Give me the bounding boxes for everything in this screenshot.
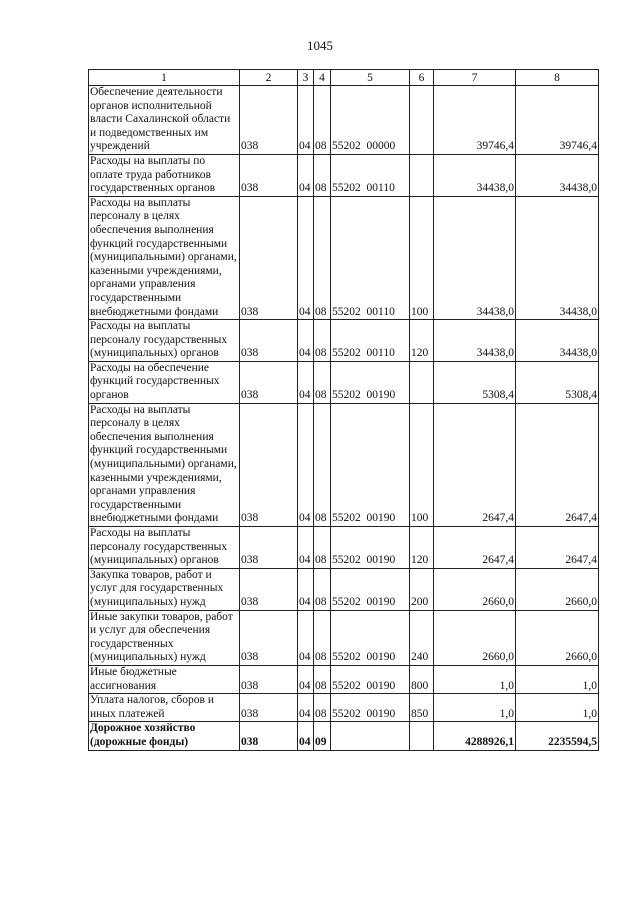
cell-col4: 08 xyxy=(314,568,331,610)
cell-col6 xyxy=(410,722,434,750)
cell-col8: 34438,0 xyxy=(516,196,599,319)
row-name: Расходы на обеспечение функций государственных органов xyxy=(89,361,240,403)
cell-col8: 39746,4 xyxy=(516,86,599,155)
table-row xyxy=(89,610,599,665)
cell-col8: 34438,0 xyxy=(516,320,599,362)
table-row xyxy=(89,361,599,403)
cell-col8: 5308,4 xyxy=(516,361,599,403)
cell-col7: 2647,4 xyxy=(434,527,516,569)
cell-col5: 55202 00190 xyxy=(331,361,410,403)
cell-col3: 04 xyxy=(298,403,314,526)
row-name: Обеспечение деятельности органов исполнительной власти Сахалинской области и подведомственных им учреждений xyxy=(89,86,240,155)
row-name: Расходы на выплаты персоналу государственных (муниципальных) органов xyxy=(89,320,240,362)
cell-col3: 04 xyxy=(298,610,314,665)
cell-col4: 08 xyxy=(314,154,331,196)
budget-table xyxy=(88,69,599,751)
cell-col4: 08 xyxy=(314,527,331,569)
row-name: Уплата налогов, сборов и иных платежей xyxy=(89,694,240,722)
row-name: Расходы на выплаты персоналу в целях обеспечения выполнения функций государственными (муниципальными) органами, казенными учреждениями, органами управления государственными внебюджетными фондами xyxy=(89,403,240,526)
table-row xyxy=(89,403,599,526)
col-header-3: 3 xyxy=(298,70,314,86)
table-row xyxy=(89,527,599,569)
cell-col6: 800 xyxy=(410,665,434,693)
cell-col3: 04 xyxy=(298,694,314,722)
cell-col8: 1,0 xyxy=(516,694,599,722)
cell-col4: 08 xyxy=(314,403,331,526)
cell-col3: 04 xyxy=(298,196,314,319)
table-row xyxy=(89,665,599,693)
cell-col6 xyxy=(410,86,434,155)
table-row-section-total xyxy=(89,722,599,750)
cell-col6: 100 xyxy=(410,403,434,526)
cell-col5: 55202 00110 xyxy=(331,320,410,362)
cell-col7: 5308,4 xyxy=(434,361,516,403)
page-number: 1045 xyxy=(307,38,333,53)
cell-col4: 08 xyxy=(314,196,331,319)
cell-col3: 04 xyxy=(298,568,314,610)
cell-col2: 038 xyxy=(240,154,298,196)
cell-col2: 038 xyxy=(240,527,298,569)
cell-col8: 34438,0 xyxy=(516,154,599,196)
col-header-8: 8 xyxy=(516,70,599,86)
col-header-4: 4 xyxy=(314,70,331,86)
cell-col7: 2647,4 xyxy=(434,403,516,526)
cell-col6 xyxy=(410,154,434,196)
cell-col5: 55202 00110 xyxy=(331,154,410,196)
cell-col5: 55202 00190 xyxy=(331,527,410,569)
cell-col2: 038 xyxy=(240,86,298,155)
col-header-5: 5 xyxy=(331,70,410,86)
row-name: Расходы на выплаты по оплате труда работников государственных органов xyxy=(89,154,240,196)
cell-col5 xyxy=(331,722,410,750)
cell-col6: 120 xyxy=(410,320,434,362)
cell-col5: 55202 00190 xyxy=(331,568,410,610)
cell-col3: 04 xyxy=(298,665,314,693)
cell-col4: 08 xyxy=(314,694,331,722)
cell-col6 xyxy=(410,361,434,403)
col-header-7: 7 xyxy=(434,70,516,86)
row-name: Иные закупки товаров, работ и услуг для обеспечения государственных (муниципальных) нужд xyxy=(89,610,240,665)
cell-col8: 2660,0 xyxy=(516,610,599,665)
col-header-6: 6 xyxy=(410,70,434,86)
table-row xyxy=(89,154,599,196)
cell-col8: 2235594,5 xyxy=(516,722,599,750)
table-row xyxy=(89,86,599,155)
cell-col3: 04 xyxy=(298,86,314,155)
cell-col2: 038 xyxy=(240,320,298,362)
cell-col7: 34438,0 xyxy=(434,196,516,319)
cell-col2: 038 xyxy=(240,568,298,610)
cell-col2: 038 xyxy=(240,722,298,750)
cell-col5: 55202 00190 xyxy=(331,610,410,665)
header-row xyxy=(89,70,599,86)
cell-col5: 55202 00190 xyxy=(331,665,410,693)
table-row xyxy=(89,694,599,722)
cell-col7: 1,0 xyxy=(434,694,516,722)
cell-col7: 4288926,1 xyxy=(434,722,516,750)
cell-col4: 09 xyxy=(314,722,331,750)
cell-col3: 04 xyxy=(298,361,314,403)
cell-col3: 04 xyxy=(298,722,314,750)
cell-col4: 08 xyxy=(314,86,331,155)
row-name: Дорожное хозяйство (дорожные фонды) xyxy=(89,722,240,750)
cell-col4: 08 xyxy=(314,610,331,665)
cell-col5: 55202 00190 xyxy=(331,403,410,526)
table-row xyxy=(89,320,599,362)
cell-col8: 1,0 xyxy=(516,665,599,693)
col-header-2: 2 xyxy=(240,70,298,86)
cell-col8: 2660,0 xyxy=(516,568,599,610)
cell-col7: 34438,0 xyxy=(434,154,516,196)
col-header-1: 1 xyxy=(89,70,240,86)
cell-col7: 2660,0 xyxy=(434,568,516,610)
row-name: Расходы на выплаты персоналу государственных (муниципальных) органов xyxy=(89,527,240,569)
cell-col6: 100 xyxy=(410,196,434,319)
cell-col8: 2647,4 xyxy=(516,403,599,526)
cell-col7: 1,0 xyxy=(434,665,516,693)
row-name: Иные бюджетные ассигнования xyxy=(89,665,240,693)
cell-col2: 038 xyxy=(240,403,298,526)
cell-col6: 120 xyxy=(410,527,434,569)
table-row xyxy=(89,568,599,610)
cell-col4: 08 xyxy=(314,320,331,362)
cell-col8: 2647,4 xyxy=(516,527,599,569)
cell-col2: 038 xyxy=(240,196,298,319)
row-name: Закупка товаров, работ и услуг для государственных (муниципальных) нужд xyxy=(89,568,240,610)
cell-col3: 04 xyxy=(298,320,314,362)
cell-col2: 038 xyxy=(240,694,298,722)
cell-col5: 55202 00110 xyxy=(331,196,410,319)
cell-col6: 200 xyxy=(410,568,434,610)
cell-col4: 08 xyxy=(314,665,331,693)
cell-col6: 240 xyxy=(410,610,434,665)
cell-col2: 038 xyxy=(240,361,298,403)
cell-col2: 038 xyxy=(240,665,298,693)
table-row xyxy=(89,196,599,319)
cell-col2: 038 xyxy=(240,610,298,665)
row-name: Расходы на выплаты персоналу в целях обеспечения выполнения функций государственными (муниципальными) органами, казенными учреждениями, органами управления государственными внебюджетными фондами xyxy=(89,196,240,319)
cell-col7: 34438,0 xyxy=(434,320,516,362)
cell-col7: 2660,0 xyxy=(434,610,516,665)
cell-col6: 850 xyxy=(410,694,434,722)
cell-col3: 04 xyxy=(298,154,314,196)
cell-col3: 04 xyxy=(298,527,314,569)
cell-col7: 39746,4 xyxy=(434,86,516,155)
cell-col5: 55202 00000 xyxy=(331,86,410,155)
cell-col5: 55202 00190 xyxy=(331,694,410,722)
cell-col4: 08 xyxy=(314,361,331,403)
